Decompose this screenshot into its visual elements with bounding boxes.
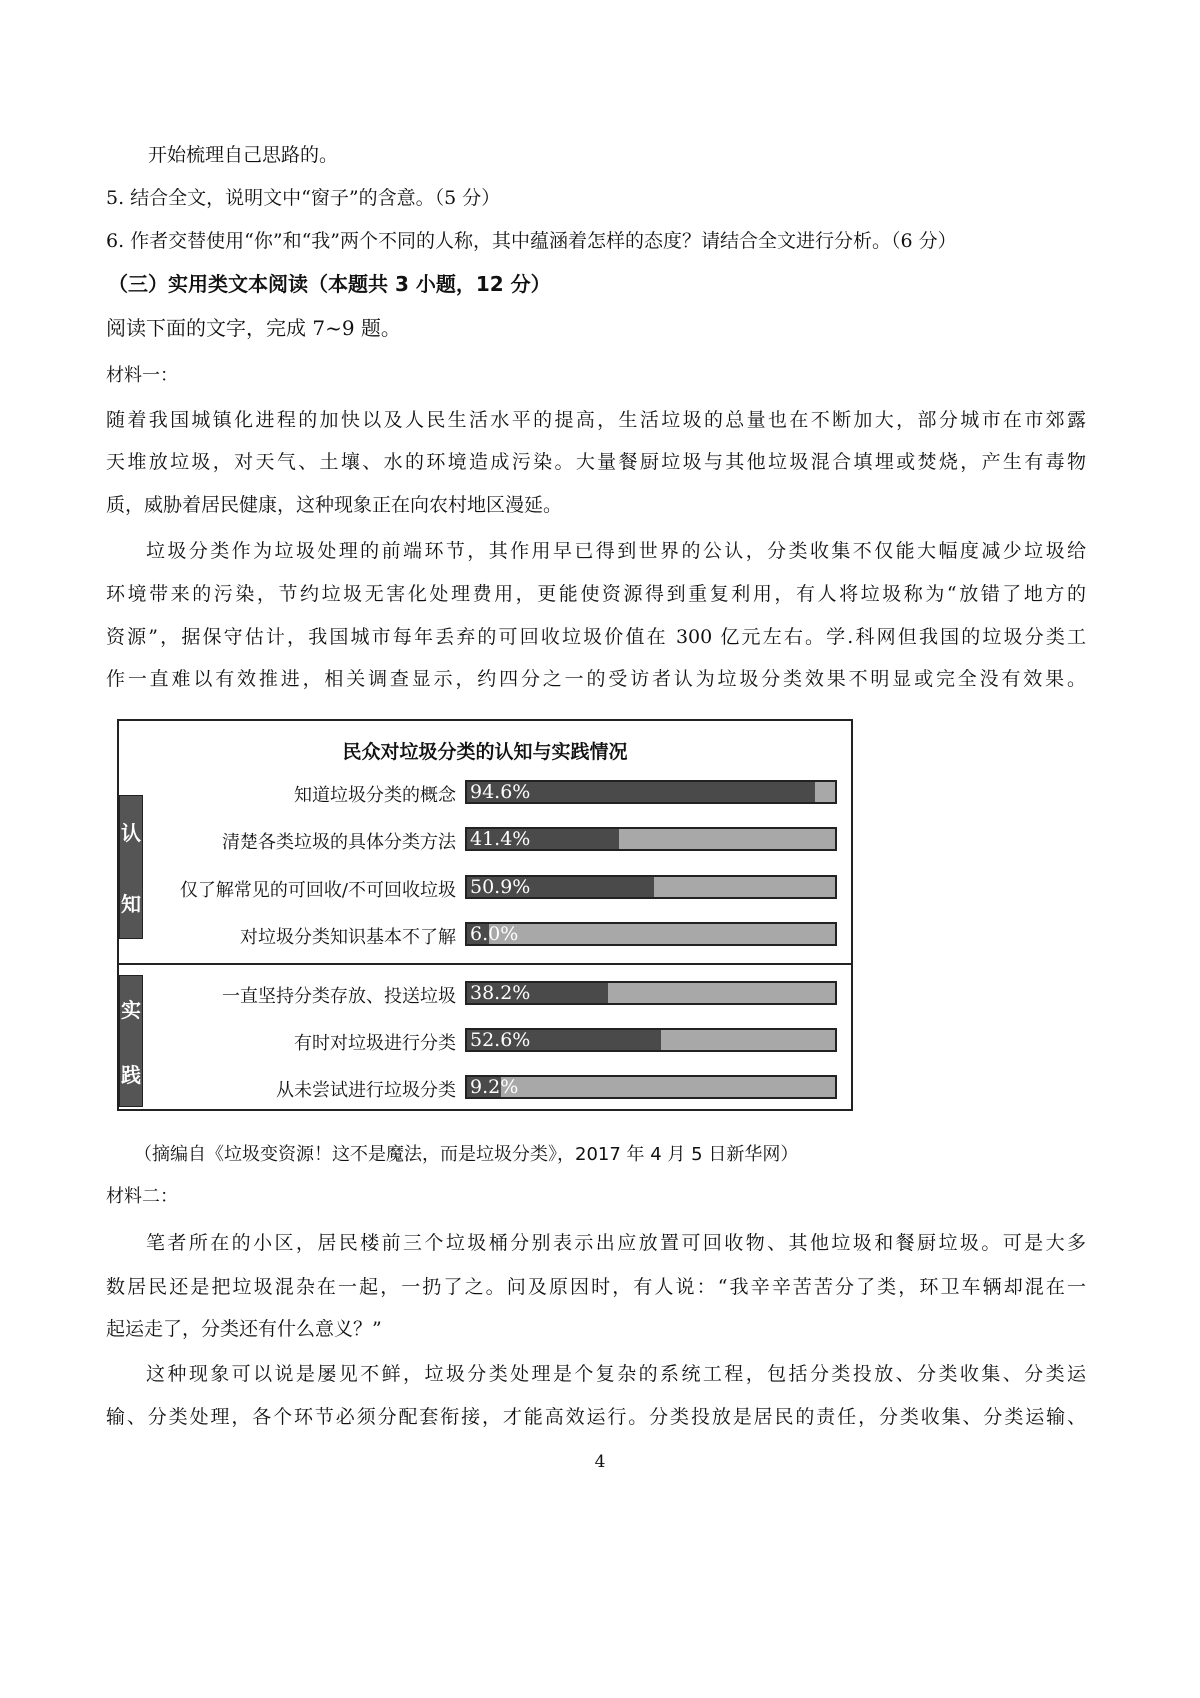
bar-value-label: 50.9%: [470, 876, 531, 898]
page-number: 4: [594, 1452, 606, 1472]
bar-value-label: 94.6%: [470, 781, 531, 803]
bar-track: [465, 827, 837, 851]
paragraph-line: 作一直难以有效推进，相关调查显示，约四分之一的受访者认为垃圾分类效果不明显或完全没有效果。: [106, 668, 1086, 690]
section-heading: （三）实用类文本阅读（本题共 3 小题，12 分）: [108, 272, 551, 296]
paragraph-line: 质，威胁着居民健康，这种现象正在向农村地区漫延。: [106, 494, 563, 516]
paragraph-line: 起运走了，分类还有什么意义？”: [106, 1318, 382, 1340]
bar-track: [465, 981, 837, 1005]
paragraph-line: 输、分类处理，各个环节必须分配套衔接，才能高效运行。分类投放是居民的责任，分类收集、分类运输、: [106, 1406, 1086, 1428]
bar-value-label: 38.2%: [470, 982, 531, 1004]
question-6: 6. 作者交替使用“你”和“我”两个不同的人称，其中蕴涵着怎样的态度？请结合全文进行分析。（6 分）: [106, 230, 957, 252]
group-char: 践: [121, 1063, 141, 1087]
bar-label: 知道垃圾分类的概念: [294, 785, 456, 806]
bar-track: [465, 875, 837, 899]
group-divider: [119, 963, 851, 965]
source-caption: （摘编自《垃圾变资源！这不是魔法，而是垃圾分类》，2017 年 4 月 5 日新华网）: [134, 1144, 799, 1165]
text-line: 开始梳理自己思路的。: [148, 144, 339, 166]
bar-label: 一直坚持分类存放、投送垃圾: [222, 986, 456, 1007]
paragraph-line: 数居民还是把垃圾混杂在一起，一扔了之。问及原因时，有人说：“我辛辛苦苦分了类，环卫车辆却混在一: [106, 1276, 1086, 1298]
bar-value-label: 41.4%: [470, 828, 531, 850]
bar-track: [465, 1075, 837, 1099]
bar-value-label: 6.0%: [470, 923, 519, 945]
chart-title: 民众对垃圾分类的认知与实践情况: [342, 741, 628, 763]
paragraph-line: 天堆放垃圾，对天气、土壤、水的环境造成污染。大量餐厨垃圾与其他垃圾混合填埋或焚烧，产生有毒物: [106, 451, 1086, 473]
bar-label: 对垃圾分类知识基本不了解: [240, 927, 456, 948]
group-label-cognition: [119, 795, 143, 939]
group-char: 认: [121, 821, 141, 845]
paragraph-line: 资源”，据保守估计，我国城市每年丢弃的可回收垃圾价值在 300 亿元左右。学.科网但我国的垃圾分类工: [106, 626, 1086, 648]
instruction: 阅读下面的文字，完成 7~9 题。: [106, 316, 401, 340]
group-char: 实: [121, 998, 141, 1022]
paragraph-line: 垃圾分类作为垃圾处理的前端环节，其作用早已得到世界的公认，分类收集不仅能大幅度减少垃圾给: [146, 540, 1086, 562]
group-label-practice: [119, 975, 143, 1107]
bar-track: [465, 780, 837, 804]
survey-chart: [117, 719, 853, 1111]
group-char: 知: [121, 892, 141, 916]
bar-label: 仅了解常见的可回收/不可回收垃圾: [179, 880, 456, 901]
question-5: 5. 结合全文，说明文中“窗子”的含意。（5 分）: [106, 187, 501, 209]
bar-track: [465, 1028, 837, 1052]
bar-label: 有时对垃圾进行分类: [294, 1033, 456, 1054]
paragraph-line: 这种现象可以说是屡见不鲜，垃圾分类处理是个复杂的系统工程，包括分类投放、分类收集、分类运: [146, 1363, 1086, 1385]
bar-value-label: 52.6%: [470, 1029, 531, 1051]
bar-label: 清楚各类垃圾的具体分类方法: [222, 832, 456, 853]
bar-value-label: 9.2%: [470, 1076, 519, 1098]
paragraph-line: 随着我国城镇化进程的加快以及人民生活水平的提高，生活垃圾的总量也在不断加大，部分城市在市郊露: [106, 409, 1086, 431]
material2-label: 材料二：: [106, 1186, 178, 1207]
bar-label: 从未尝试进行垃圾分类: [276, 1080, 456, 1101]
paragraph-line: 笔者所在的小区，居民楼前三个垃圾桶分别表示出应放置可回收物、其他垃圾和餐厨垃圾。可是大多: [146, 1232, 1086, 1254]
material1-label: 材料一：: [106, 365, 178, 386]
bar-track: [465, 922, 837, 946]
paragraph-line: 环境带来的污染，节约垃圾无害化处理费用，更能使资源得到重复利用，有人将垃圾称为“放错了地方的: [106, 583, 1086, 605]
